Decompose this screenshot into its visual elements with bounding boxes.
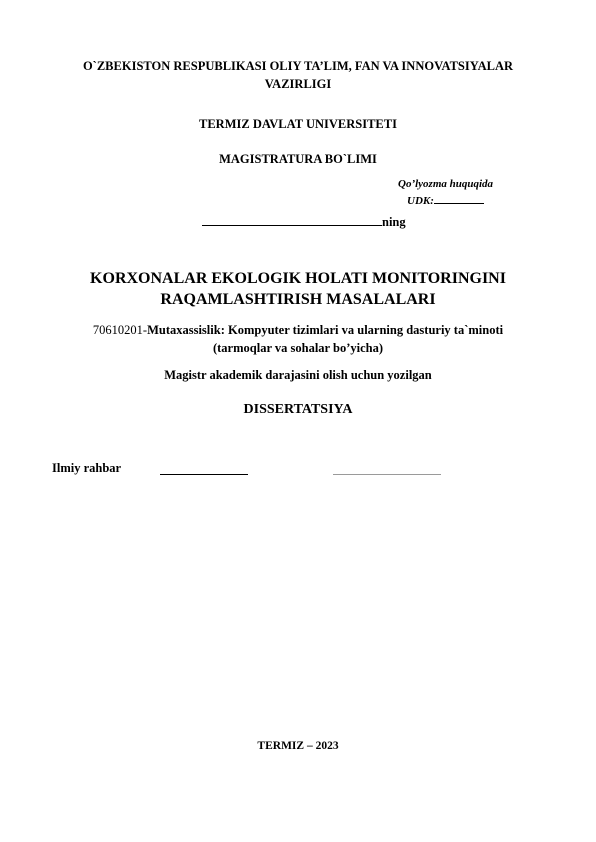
- dissertation-title-line1: KORXONALAR EKOLOGIK HOLATI MONITORINGINI: [90, 270, 506, 287]
- specialty-line1: [0, 322, 596, 339]
- supervisor-signature-line: [160, 474, 248, 475]
- manuscript-rights-note: Qo’lyozma huquqida: [398, 178, 494, 190]
- ministry-name-line1: O`ZBEKISTON RESPUBLIKASI OLIY TA’LIM, FAN VA INNOVATSIYALAR: [82, 59, 514, 73]
- ministry-name-line2: VAZIRLIGI: [264, 77, 332, 91]
- specialty-code: 70610201-: [92, 323, 148, 337]
- document-type: DISSERTATSIYA: [243, 402, 353, 417]
- author-suffix: ning: [382, 215, 406, 229]
- dissertation-title-line2: RAQAMLASHTIRISH MASALALARI: [160, 291, 436, 308]
- author-blank-line: [202, 213, 382, 226]
- udk-blank-line: [434, 194, 484, 204]
- degree-purpose: Magistr akademik darajasini olish uchun yozilgan: [164, 368, 432, 382]
- supervisor-label: Ilmiy rahbar: [52, 461, 122, 475]
- author-field: [202, 213, 406, 230]
- specialty-name: Mutaxassislik: Kompyuter tizimlari va ularning dasturiy ta`minoti: [147, 323, 504, 337]
- udk-field: [407, 194, 484, 207]
- specialty-line2: (tarmoqlar va sohalar bo’yicha): [212, 341, 384, 355]
- department-name: MAGISTRATURA BO`LIMI: [219, 152, 377, 166]
- udk-label: UDK:: [407, 195, 434, 207]
- supervisor-name-line: [333, 474, 441, 475]
- university-name: TERMIZ DAVLAT UNIVERSITETI: [199, 117, 397, 131]
- place-and-year: TERMIZ – 2023: [257, 740, 339, 752]
